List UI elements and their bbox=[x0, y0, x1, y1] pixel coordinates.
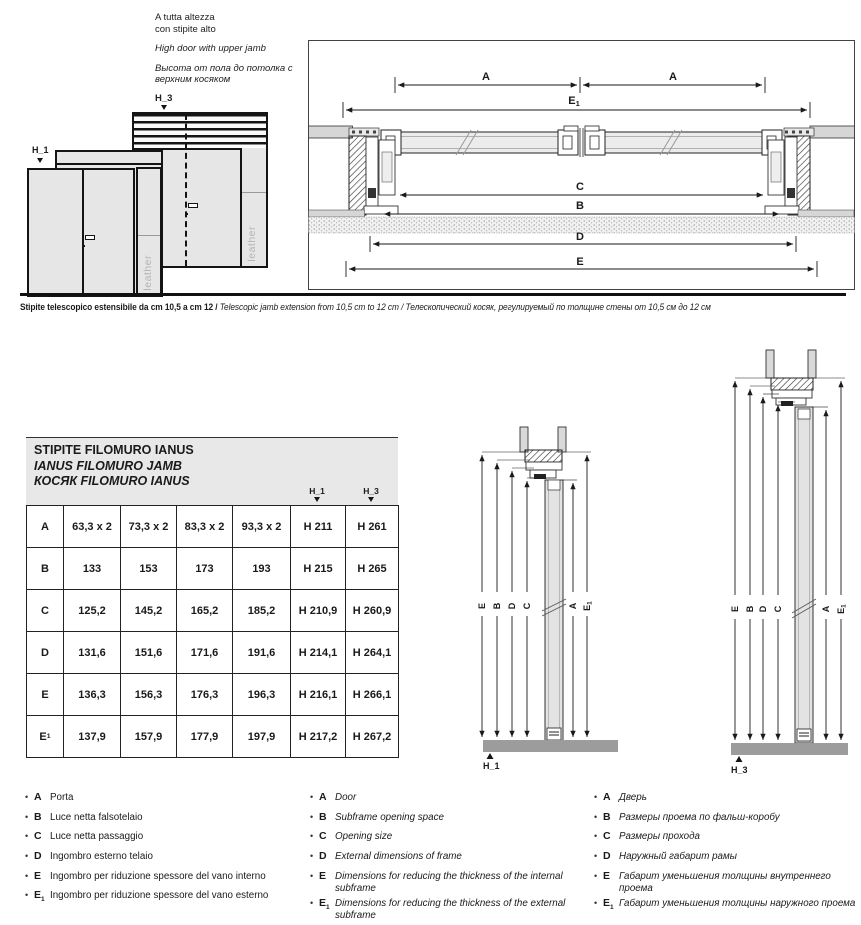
caption-bold: Stipite telescopico estensibile da cm 10,5 a cm 12 / bbox=[20, 302, 220, 312]
vdim-c: C bbox=[522, 602, 532, 610]
legend-item: • A Door bbox=[310, 791, 357, 803]
h1-col-pointer-icon bbox=[314, 497, 320, 502]
h3-floor-pointer-icon bbox=[736, 756, 743, 762]
table-cell: 193 bbox=[233, 548, 291, 590]
intro-title-en: High door with upper jamb bbox=[155, 43, 266, 54]
dim-lines-top bbox=[343, 77, 810, 118]
side-panel-divider bbox=[242, 192, 266, 193]
h3-floor-label: H_3 bbox=[731, 765, 748, 775]
legend-item: • D Ingombro esterno telaio bbox=[25, 850, 153, 863]
legend-russian bbox=[594, 791, 856, 917]
leather-label: leather bbox=[246, 226, 258, 262]
intro-block bbox=[155, 12, 293, 110]
table-cell: 151,6 bbox=[121, 632, 177, 674]
vdim-e: E bbox=[477, 602, 487, 610]
table-cell: 133 bbox=[64, 548, 121, 590]
door-leaf-split-dashed bbox=[185, 114, 187, 266]
legend-item: • E Dimensions for reducing the thickness of the internal subframe bbox=[310, 869, 563, 894]
table-cell: 177,9 bbox=[177, 716, 233, 758]
table-cell: H 210,9 bbox=[291, 590, 346, 632]
table-row-label: D bbox=[27, 632, 64, 674]
vdim-e: E bbox=[730, 605, 740, 613]
table-cell: H 266,1 bbox=[346, 674, 399, 716]
table-cell: 197,9 bbox=[233, 716, 291, 758]
table-cell: 137,9 bbox=[64, 716, 121, 758]
door-leaves-section bbox=[381, 126, 782, 157]
legend-item: • $E_1$ Ingombro per riduzione spessore del vano esterno bbox=[25, 889, 269, 904]
caption-italic: Telescopic jamb extension from 10,5 cm to 12 cm / Телескопический косяк, регулируемый по толщине стены от 10,5 см до 12 см bbox=[219, 302, 711, 312]
dim-label-a-right: A bbox=[669, 71, 677, 83]
dim-label-e: E bbox=[576, 256, 584, 268]
table-cell: H 215 bbox=[291, 548, 346, 590]
dim-label-e1: E1 bbox=[568, 95, 580, 108]
legend-item: • $E_1$ Dimensions for reducing the thickness of the external subframe bbox=[310, 897, 566, 922]
table-row-label: E bbox=[27, 674, 64, 716]
door-panel bbox=[542, 480, 566, 742]
vertical-dim-labels bbox=[477, 592, 594, 616]
door-panel bbox=[792, 407, 816, 743]
vdim-c: C bbox=[773, 605, 783, 613]
dim-label-a-left: A bbox=[482, 71, 490, 83]
door-front-pair bbox=[27, 168, 135, 297]
vertical-dim-labels bbox=[730, 595, 848, 619]
upper-jamb-bar bbox=[57, 152, 161, 165]
table-title-en: IANUS FILOMURO JAMB bbox=[34, 458, 182, 473]
h3-pointer-icon bbox=[161, 105, 167, 110]
table-cell: 136,3 bbox=[64, 674, 121, 716]
front-door-handle bbox=[85, 235, 95, 240]
legend-item: • B Subframe opening space bbox=[310, 810, 444, 823]
vdim-d: D bbox=[758, 605, 768, 613]
legend-item: • E Габарит уменьшения толщины внутреннего проема bbox=[594, 869, 831, 894]
vertical-dim-lines bbox=[735, 378, 845, 740]
side-panel-middle bbox=[136, 167, 162, 297]
vdim-e1: E1 bbox=[836, 604, 848, 614]
legend-item: • B Размеры проема по фальш-коробу bbox=[594, 810, 780, 823]
table-cell: 196,3 bbox=[233, 674, 291, 716]
dim-label-b: B bbox=[576, 200, 584, 212]
legend-item: • A Porta bbox=[25, 791, 74, 803]
table-cell: 93,3 x 2 bbox=[233, 506, 291, 548]
vdim-d: D bbox=[507, 602, 517, 610]
table-cell: 157,9 bbox=[121, 716, 177, 758]
h1-height-label: H_1 bbox=[32, 145, 49, 155]
table-row-label: C bbox=[27, 590, 64, 632]
h1-pointer-icon bbox=[37, 158, 43, 163]
head-assembly bbox=[520, 427, 566, 479]
table-cell: 165,2 bbox=[177, 590, 233, 632]
table-row-label: E 1 bbox=[27, 716, 64, 758]
front-leaf-split bbox=[82, 170, 84, 295]
h3-height-label: H_3 bbox=[155, 92, 173, 104]
legend-item: • D Наружный габарит рамы bbox=[594, 850, 737, 863]
table-cell: H 264,1 bbox=[346, 632, 399, 674]
table-cell: 156,3 bbox=[121, 674, 177, 716]
legend-italian bbox=[25, 791, 303, 909]
intro-title-ru-2: верхним косяком bbox=[155, 74, 231, 85]
dim-label-c: C bbox=[576, 181, 584, 193]
vdim-a: A bbox=[821, 605, 831, 613]
legend-item: • E Ingombro per riduzione spessore del vano interno bbox=[25, 869, 266, 882]
table-cell: 73,3 x 2 bbox=[121, 506, 177, 548]
keyhole-dot bbox=[186, 213, 188, 215]
legend-item: • C Luce netta passaggio bbox=[25, 830, 144, 843]
transom-louvers bbox=[134, 114, 266, 150]
vdim-a: A bbox=[568, 602, 578, 610]
table-cell: 145,2 bbox=[121, 590, 177, 632]
floor-bar bbox=[483, 740, 618, 752]
legend-english bbox=[310, 791, 588, 925]
table-cell: 131,6 bbox=[64, 632, 121, 674]
intro-title-it-1: A tutta altezza bbox=[155, 12, 215, 23]
dimensions-table bbox=[26, 505, 399, 758]
legend-item: • C Opening size bbox=[310, 830, 393, 843]
table-row-label: B bbox=[27, 548, 64, 590]
dim-label-d: D bbox=[576, 231, 584, 243]
vdim-b: B bbox=[745, 605, 755, 613]
table-cell: H 260,9 bbox=[346, 590, 399, 632]
table-cell: 176,3 bbox=[177, 674, 233, 716]
h1-floor-pointer-icon bbox=[487, 753, 494, 759]
table-cell: H 265 bbox=[346, 548, 399, 590]
h3-col-pointer-icon bbox=[368, 497, 374, 502]
table-cell: H 217,2 bbox=[291, 716, 346, 758]
vdim-b: B bbox=[492, 602, 502, 610]
section-divider-rule bbox=[20, 293, 846, 296]
table-cell: 63,3 x 2 bbox=[64, 506, 121, 548]
table-cell: 153 bbox=[121, 548, 177, 590]
side-panel-middle-divider bbox=[138, 235, 160, 236]
table-cell: H 261 bbox=[346, 506, 399, 548]
table-cell: 171,6 bbox=[177, 632, 233, 674]
legend-item: • A Дверь bbox=[594, 791, 647, 803]
door-handle bbox=[188, 203, 198, 208]
table-col-h3: H_3 bbox=[356, 486, 386, 502]
vertical-section-h1 bbox=[450, 348, 650, 778]
table-cell: 185,2 bbox=[233, 590, 291, 632]
table-title-it: STIPITE FILOMURO IANUS bbox=[34, 443, 194, 457]
table-row-label: A bbox=[27, 506, 64, 548]
head-assembly bbox=[766, 350, 816, 406]
table-cell: 173 bbox=[177, 548, 233, 590]
table-cell: H 214,1 bbox=[291, 632, 346, 674]
table-cell: 191,6 bbox=[233, 632, 291, 674]
side-panel bbox=[240, 148, 266, 266]
intro-title-it-2: con stipite alto bbox=[155, 23, 216, 35]
table-cell: 125,2 bbox=[64, 590, 121, 632]
legend-item: • C Размеры прохода bbox=[594, 830, 700, 843]
floor-bar bbox=[731, 743, 848, 755]
caption bbox=[20, 302, 711, 312]
table-cell: H 211 bbox=[291, 506, 346, 548]
table-cell: H 267,2 bbox=[346, 716, 399, 758]
table-title-ru: КОСЯК FILOMURO IANUS bbox=[34, 474, 190, 488]
table-header bbox=[26, 437, 398, 505]
side-panel-middle-inner bbox=[138, 169, 160, 295]
table-cell: 83,3 x 2 bbox=[177, 506, 233, 548]
legend-item: • B Luce netta falsotelaio bbox=[25, 810, 143, 823]
table-col-h1: H_1 bbox=[302, 486, 332, 502]
legend-item: • D External dimensions of frame bbox=[310, 850, 462, 863]
front-keyhole-dot bbox=[83, 245, 85, 247]
intro-title-ru-1: Высота от пола до потолка с bbox=[155, 62, 293, 74]
horizontal-section-drawing bbox=[308, 40, 855, 290]
legend-item: • $E_1$ Габарит уменьшения толщины наружного проема bbox=[594, 897, 856, 912]
vdim-e1: E1 bbox=[582, 601, 594, 611]
leather-label-2: leather bbox=[142, 255, 154, 291]
table-cell: H 216,1 bbox=[291, 674, 346, 716]
h1-floor-label: H_1 bbox=[483, 761, 500, 771]
vertical-section-h3 bbox=[715, 345, 861, 780]
